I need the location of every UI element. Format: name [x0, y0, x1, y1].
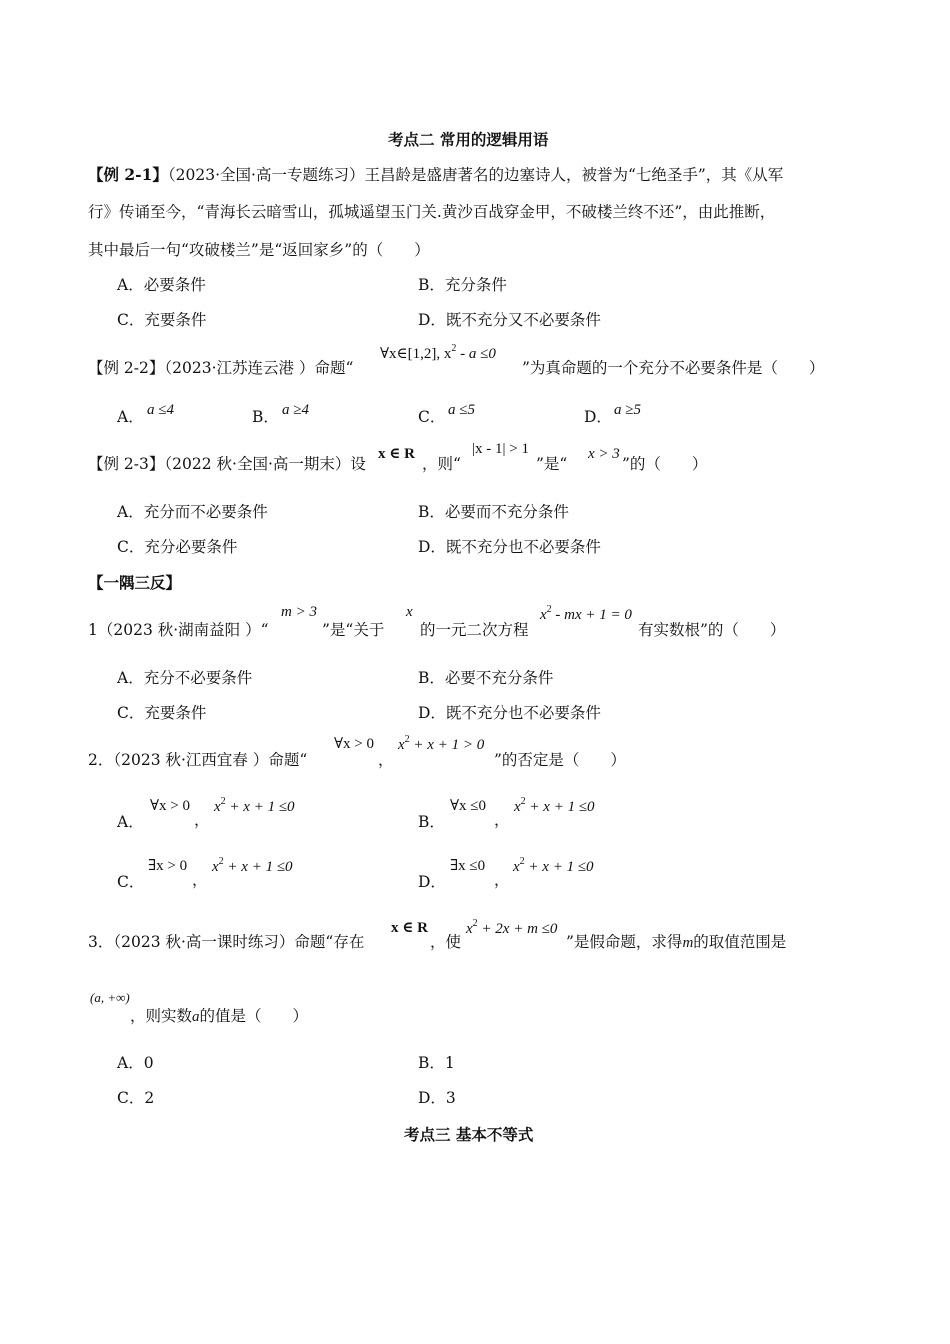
example-text: ，则“ [422, 455, 461, 473]
option-d[interactable]: D．既不充分也不必要条件 [418, 704, 601, 722]
option-label: A． [117, 813, 144, 831]
option-d[interactable]: D．既不充分也不必要条件 [418, 538, 601, 556]
math-part: x [514, 799, 521, 815]
math-part: m [682, 935, 694, 951]
math-part: + x + 1 ≤0 [223, 859, 293, 875]
math-sup: 2 [218, 856, 224, 867]
option-d-math: a ≥5 [614, 402, 641, 418]
option-c[interactable]: C．充分必要条件 [117, 538, 238, 556]
question-text: ”的否定是（ ） [494, 751, 626, 769]
question-3-text: 3．（2023 秋·高一课时练习）命题“存在 [88, 933, 365, 951]
option-label: C． [117, 873, 145, 891]
option-d[interactable] [418, 870, 446, 892]
math-formula [378, 444, 415, 463]
section-title: 考点三 基本不等式 [404, 1125, 534, 1144]
math-part: x ∈ R [378, 446, 415, 462]
example-tag: 【例 2-3】 [88, 455, 165, 473]
math-formula: |x - 1| > 1 [472, 441, 529, 457]
math-formula: (a, +∞) [90, 990, 130, 1005]
math-part: a [192, 1009, 200, 1025]
math-formula [148, 856, 187, 875]
question-text-part: 的值是（ ） [199, 1007, 309, 1025]
math-formula [514, 796, 595, 816]
option-a[interactable]: A．必要条件 [117, 276, 206, 294]
math-part: - mx + 1 = 0 [551, 607, 632, 623]
option-b[interactable] [418, 810, 445, 832]
math-formula [513, 856, 594, 876]
math-part: + x + 1 ≤0 [225, 799, 295, 815]
math-part: ∀x ≤0 [450, 798, 487, 814]
question-text: 的一元二次方程 [420, 621, 529, 639]
question-2-text: 2．（2023 秋·江西宜春 ）命题“ [88, 751, 308, 769]
math-formula [391, 918, 428, 937]
question-text-part: 的取值范围是 [693, 933, 787, 951]
example-text: ”为真命题的一个充分不必要条件是（ ） [522, 359, 825, 377]
math-formula [450, 856, 485, 875]
math-comma: ， [494, 811, 510, 829]
math-part: + x + 1 > 0 [409, 737, 485, 753]
example-text: （2022 秋·全国·高一期末）设 [164, 455, 366, 473]
math-part: + x + 1 ≤0 [525, 799, 595, 815]
math-formula [398, 734, 484, 754]
math-part: ∀x > 0 [150, 798, 191, 814]
option-a[interactable] [117, 810, 144, 832]
math-formula [380, 343, 496, 363]
question-text: ， [378, 751, 394, 769]
math-comma: ， [192, 871, 208, 889]
option-a[interactable]: A．充分不必要条件 [117, 669, 253, 687]
example-2-1-line3: 其中最后一句“攻破楼兰”是“返回家乡”的（ ） [88, 241, 430, 259]
option-a-math: a ≤4 [147, 402, 174, 418]
option-d[interactable]: D．既不充分又不必要条件 [418, 311, 601, 329]
option-c[interactable]: C．2 [117, 1089, 155, 1107]
math-part: ∀x∈[1,2], x [380, 346, 452, 362]
option-b[interactable]: B．必要不充分条件 [418, 669, 554, 687]
math-sup: 2 [404, 734, 410, 745]
math-part: ∃x > 0 [148, 858, 188, 874]
option-b[interactable]: B．1 [418, 1054, 455, 1072]
math-sup: 2 [472, 918, 478, 929]
section-title: 考点二 常用的逻辑用语 [388, 130, 549, 149]
example-2-1-line2: 行》传诵至今，“青海长云暗雪山，孤城遥望玉门关.黄沙百战穿金甲，不破楼兰终不还”，由此推断， [88, 203, 776, 221]
option-c[interactable]: C．充要条件 [117, 311, 207, 329]
example-tag: 【例 2-1】 [88, 165, 168, 184]
math-part: x ∈ R [391, 920, 428, 936]
question-text-part: ”是假命题，求得 [566, 933, 683, 951]
option-b[interactable]: B．充分条件 [418, 276, 507, 294]
option-d[interactable] [584, 405, 612, 427]
math-formula [212, 856, 293, 876]
math-formula [540, 604, 632, 624]
option-b[interactable] [252, 405, 279, 427]
example-text: （2023·江苏连云港 ）命题“ [164, 359, 354, 377]
math-formula [150, 796, 190, 815]
math-sup: 2 [451, 343, 457, 354]
option-b-math: a ≥4 [282, 402, 309, 418]
math-sup: 2 [519, 856, 525, 867]
example-text: （2023·全国·高一专题练习）王昌龄是盛唐著名的边塞诗人，被誉为“七绝圣手”，其《从军 [167, 166, 784, 184]
question-text: ”是“关于 [322, 621, 385, 639]
option-a[interactable]: A．0 [117, 1054, 154, 1072]
option-d[interactable]: D．3 [418, 1089, 456, 1107]
example-text: ”是“ [536, 455, 568, 473]
math-formula [334, 734, 374, 753]
math-part: ∀x > 0 [334, 736, 375, 752]
practice-title: 【一隅三反】 [88, 573, 182, 592]
math-part: x [398, 737, 405, 753]
question-1-text: 1（2023 秋·湖南益阳 ）“ [88, 621, 269, 639]
option-label: D． [418, 873, 446, 891]
option-label: D． [584, 408, 612, 426]
option-a[interactable] [117, 405, 144, 427]
option-label: C． [418, 408, 446, 426]
option-c-math: a ≤5 [448, 402, 475, 418]
math-sup: 2 [220, 796, 226, 807]
math-part: - a ≤0 [456, 346, 496, 362]
math-part: x [212, 859, 219, 875]
question-text: 有实数根”的（ ） [638, 621, 786, 639]
math-part: x [214, 799, 221, 815]
option-b[interactable]: B．必要而不充分条件 [418, 503, 569, 521]
option-c[interactable] [418, 405, 445, 427]
option-label: B． [252, 408, 279, 426]
example-tag: 【例 2-2】 [88, 359, 165, 377]
math-comma: ， [194, 811, 210, 829]
question-text-part: ，则实数 [130, 1007, 193, 1025]
option-label: B． [418, 813, 445, 831]
math-formula [214, 796, 295, 816]
math-formula [466, 918, 557, 938]
example-2-2-line [88, 356, 353, 378]
math-part: + x + 1 ≤0 [524, 859, 594, 875]
option-c[interactable]: C．充要条件 [117, 704, 207, 722]
math-sup: 2 [520, 796, 526, 807]
option-c[interactable] [117, 870, 144, 892]
math-part: x [466, 921, 473, 937]
example-2-3-line [88, 452, 366, 474]
math-formula: x > 3 [588, 446, 620, 462]
example-text: ”的（ ） [622, 455, 708, 473]
math-formula: m > 3 [281, 604, 317, 620]
math-formula [450, 796, 486, 815]
math-comma: ， [494, 871, 510, 889]
math-part: + 2x + m ≤0 [477, 921, 558, 937]
option-label: A． [117, 408, 144, 426]
option-a[interactable]: A．充分而不必要条件 [117, 503, 268, 521]
math-part: ∃x ≤0 [450, 858, 486, 874]
math-sup: 2 [546, 604, 552, 615]
math-formula: x [406, 604, 413, 620]
question-text: ，使 [430, 933, 462, 951]
question-text [130, 1004, 308, 1026]
math-part: x [540, 607, 547, 623]
math-part: x [513, 859, 520, 875]
question-text [566, 930, 786, 952]
example-2-1-line1 [88, 163, 783, 185]
